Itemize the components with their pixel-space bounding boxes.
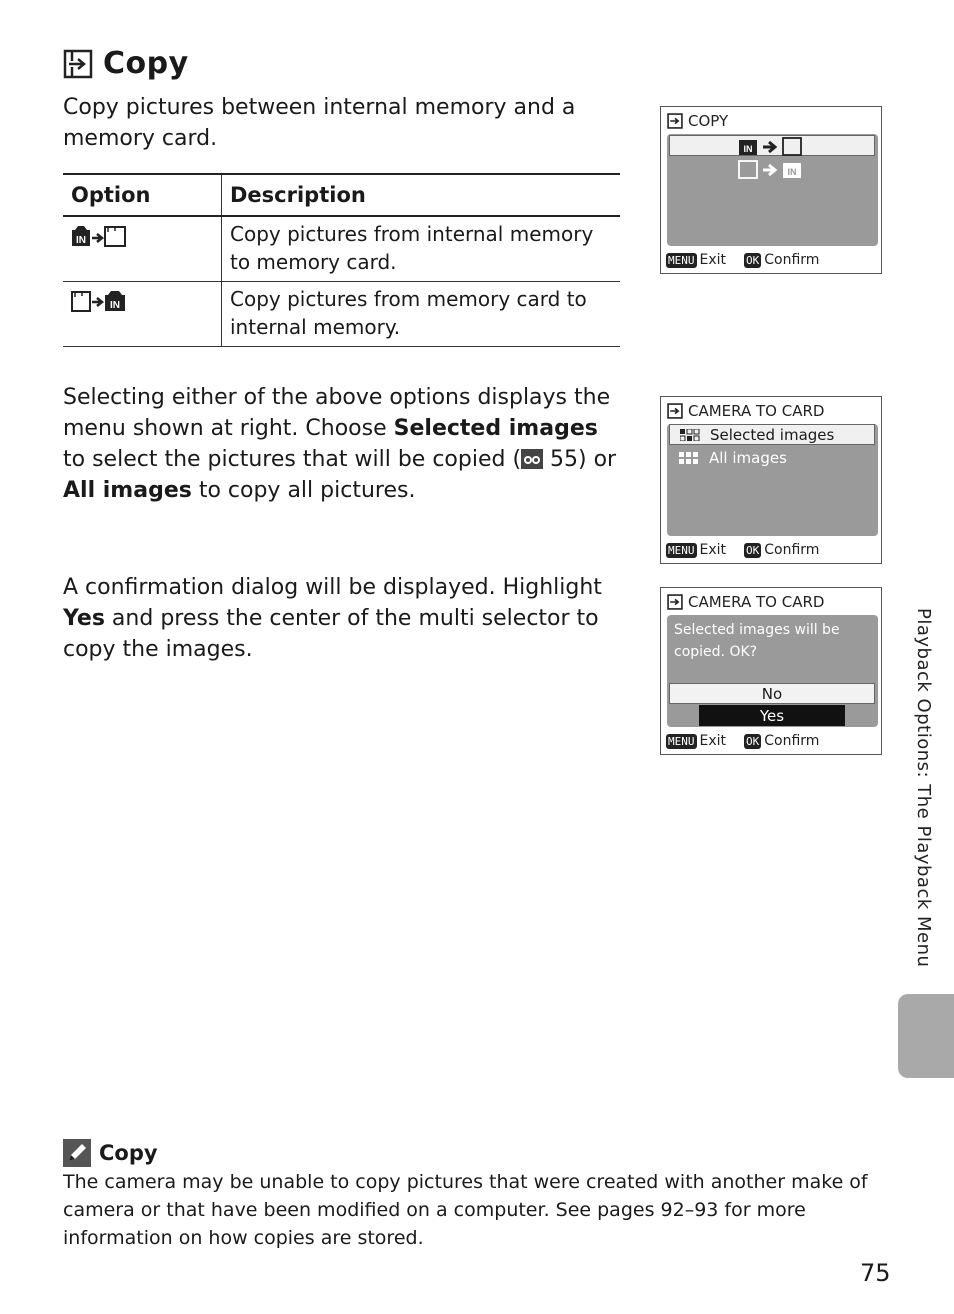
selected-images-icon — [680, 429, 700, 441]
note-body: The camera may be unable to copy pictures that were created with another make of camera or that have been modified on a computer. See pages 92–93 for more information on how copies are stored. — [63, 1171, 868, 1249]
card-to-internal-icon — [737, 159, 807, 179]
text-span: 55) or — [543, 447, 617, 472]
intro-text: Copy pictures between internal memory and a memory card. — [63, 95, 576, 151]
svg-text:IN: IN — [110, 300, 120, 311]
lcd-footer: MENU Exit OK Confirm — [668, 252, 820, 268]
description-cell: Copy pictures from internal memory to memory card. — [222, 216, 621, 282]
option-yes[interactable]: Yes — [699, 705, 845, 726]
option-no[interactable]: No — [669, 683, 875, 704]
section-tab — [898, 994, 954, 1078]
menu-item-all-images[interactable]: All images — [669, 447, 875, 468]
internal-to-card-icon — [737, 136, 807, 156]
text-span: to select the pictures that will be copied ( — [63, 447, 522, 472]
description-cell: Copy pictures from memory card to internal memory. — [222, 282, 621, 347]
bold-term: Yes — [63, 606, 105, 631]
menu-key-icon: MENU — [668, 253, 695, 267]
bold-term: All images — [63, 478, 192, 503]
copy-icon — [667, 594, 683, 610]
menu-key-icon: MENU — [668, 734, 695, 748]
page-number: 75 — [860, 1259, 891, 1287]
bold-term: Selected images — [393, 416, 598, 441]
pencil-note-icon — [63, 1139, 91, 1167]
lcd-header: CAMERA TO CARD — [667, 402, 824, 420]
menu-item-card-to-internal[interactable] — [669, 158, 875, 179]
text-span: Selecting either of the above options displays the menu shown at right. Choose — [63, 385, 611, 441]
card-to-internal-icon — [71, 289, 127, 313]
copy-icon — [667, 113, 683, 129]
internal-to-card-icon — [71, 224, 127, 248]
confirm-message: Selected images will be copied. OK? — [674, 622, 840, 660]
option-cell — [63, 216, 222, 282]
lcd-window — [667, 134, 878, 246]
header-option: Option — [63, 174, 222, 216]
svg-text:IN: IN — [743, 143, 753, 154]
lcd-header: COPY — [667, 112, 728, 130]
svg-text:IN: IN — [76, 235, 86, 246]
confirm-paragraph — [63, 572, 623, 665]
table-row — [63, 216, 620, 282]
section-side-label: Playback Options: The Playback Menu — [913, 608, 934, 968]
page-reference-icon — [521, 449, 543, 469]
lcd-window — [667, 615, 878, 727]
lcd-footer: MENU Exit OK Confirm — [668, 733, 820, 749]
option-cell — [63, 282, 222, 347]
lcd-screen-camera-to-card — [660, 396, 882, 564]
menu-item-internal-to-card[interactable] — [669, 135, 875, 156]
text-span: to copy all pictures. — [191, 478, 416, 503]
ok-key-icon: OK — [746, 253, 760, 267]
ok-key-icon: OK — [746, 543, 760, 557]
menu-item-selected-images[interactable]: Selected images — [669, 424, 875, 445]
menu-key-icon: MENU — [668, 543, 695, 557]
lcd-screen-copy — [660, 106, 882, 274]
page-title — [63, 46, 189, 81]
copy-icon — [63, 49, 93, 79]
lcd-header: CAMERA TO CARD — [667, 593, 824, 611]
svg-text:IN: IN — [787, 166, 797, 177]
options-table — [63, 173, 620, 347]
text-span: A confirmation dialog will be displayed. Highlight — [63, 575, 602, 600]
text-span: and press the center of the multi selector to copy the images. — [63, 606, 599, 662]
table-row — [63, 282, 620, 347]
selection-paragraph — [63, 382, 623, 506]
ok-key-icon: OK — [746, 734, 760, 748]
page-title-text: Copy — [103, 46, 189, 81]
header-description: Description — [222, 174, 621, 216]
lcd-footer: MENU Exit OK Confirm — [668, 542, 820, 558]
note-heading: Copy — [63, 1139, 158, 1167]
lcd-screen-confirm — [660, 587, 882, 755]
copy-icon — [667, 403, 683, 419]
all-images-icon — [679, 452, 699, 464]
lcd-window — [667, 424, 878, 536]
table-header-row — [63, 174, 620, 216]
